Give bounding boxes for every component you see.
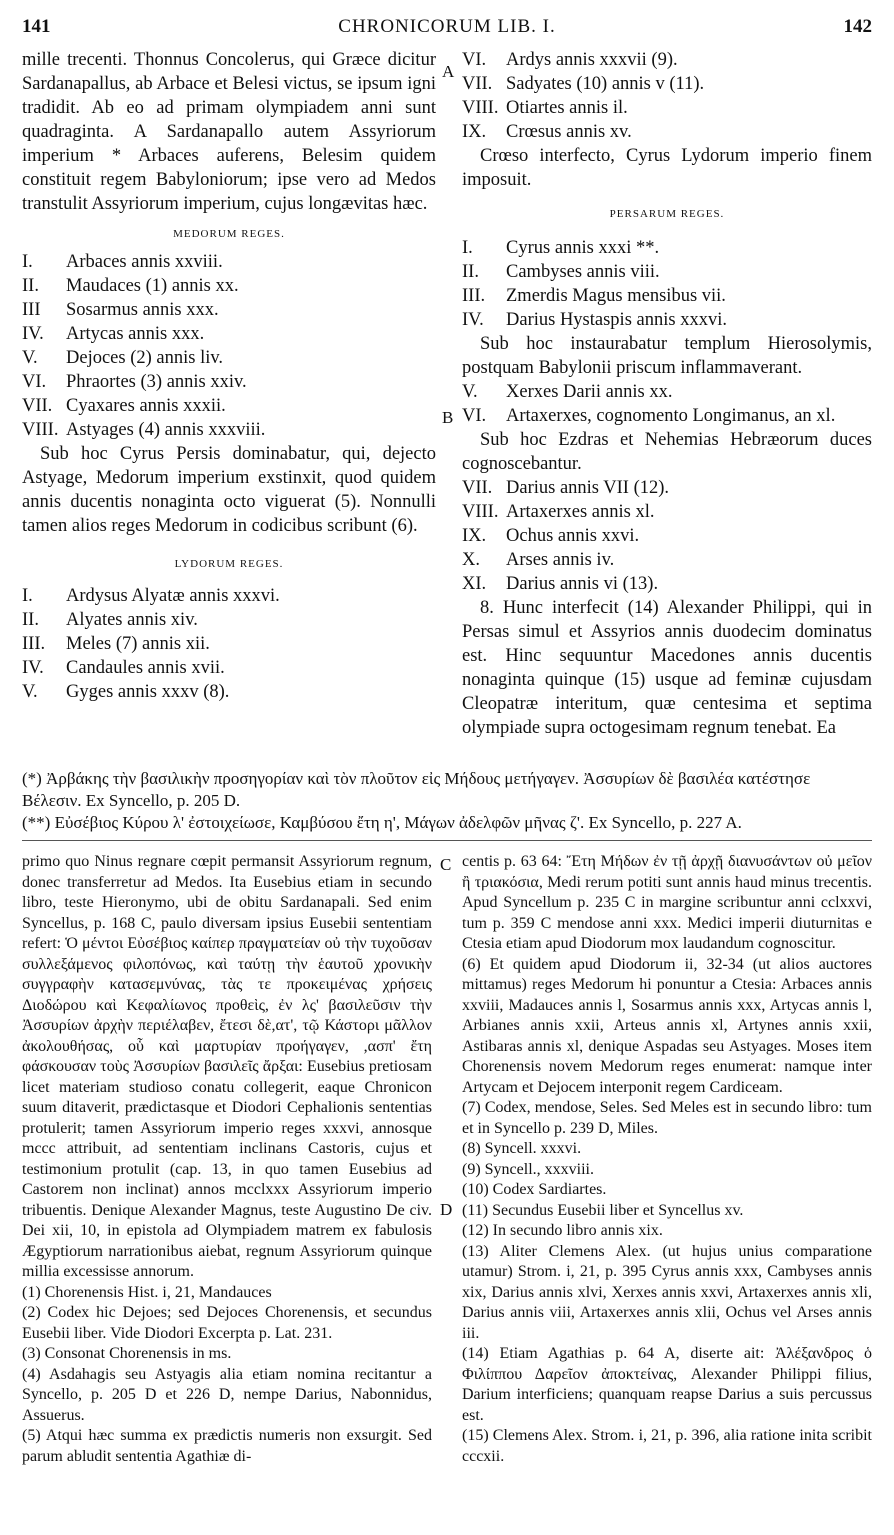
list-item: XI. Darius annis vi (13).: [462, 574, 659, 594]
note-7: (7) Codex, mendose, Seles. Sed Meles est in secundo libro: tum et in Syncello p. 239 D, Miles.: [462, 1099, 872, 1137]
note-11: (11) Secundus Eusebii liber et Syncellus xv.: [462, 1201, 744, 1219]
persians-list-c: [462, 476, 872, 596]
notes-left-column: [22, 852, 432, 1467]
note-14: (14) Etiam Agathias p. 64 A, diserte ait: Ἀλέξανδρος ὁ Φιλίππου Δαρεῖον ἀποκτείνας, Alexander Philippi filius, Darium interficiens; quanquam reapse Darius a suis percussus est.: [462, 1345, 872, 1424]
persians-list-a: [462, 236, 872, 332]
list-item: IV. Artycas annis xxx.: [22, 324, 205, 344]
list-item: III Sosarmus annis xxx.: [22, 300, 219, 320]
margin-mark-d: D: [440, 1200, 453, 1219]
medes-after-paragraph: Sub hoc Cyrus Persis dominabatur, qui, dejecto Astyage, Medorum imperium exstinxit, quod quidem annis ducentis nonaginta octo viguerat (5). Nonnulli tamen alios reges Medorum in codicibus scribunt (6).: [22, 444, 436, 536]
paragraph-8: 8. Hunc interfecit (14) Alexander Philippi, qui in Persas simul et Assyrios annis duodecim dominatus est. Hinc sequuntur Macedones annis ducentis nonaginta quinque (15) usque ad feminæ cujusdam Cleopatræ interitum, quæ centesima et septima olympiade supra octogesimam regnum tenebat. Ea: [462, 598, 872, 738]
list-item: VII. Darius annis VII (12).: [462, 478, 670, 498]
star-footnotes: [22, 768, 872, 834]
left-column: [22, 48, 436, 704]
page-number-left: 141: [22, 16, 51, 37]
running-title: CHRONICORUM LIB. I.: [338, 16, 556, 37]
medes-list: [22, 250, 436, 442]
temple-note: Sub hoc instaurabatur templum Hierosolymis, postquam Babylonii priscum inflammaverant.: [462, 334, 872, 378]
note-1: (1) Chorenensis Hist. i, 21, Mandauces: [22, 1283, 272, 1301]
note-paragraph: centis p. 63 64: Ἔτη Μήδων ἐν τῇ ἀρχῇ διανυσάντων οὐ μεῖον ἢ τριακόσια, Medi rerum potiti sunt annis haud minus trecentis. Apud Syncellum p. 235 C in margine scribuntur anni cclxxvi, tum p. 359 C mendose anni xxx. Medici imperii diuturnitas e Ctesia etiam apud Diodorum mox laudandum cognoscitur.: [462, 853, 872, 952]
list-item: V. Dejoces (2) annis liv.: [22, 348, 224, 368]
note-9: (9) Syncell., xxxviii.: [462, 1160, 594, 1178]
ezra-note: Sub hoc Ezdras et Nehemias Hebræorum duces cognoscebantur.: [462, 430, 872, 474]
page-number-right: 142: [843, 16, 872, 37]
note-12: (12) In secundo libro annis xix.: [462, 1222, 663, 1239]
note-2: (2) Codex hic Dejoes; sed Dejoces Chorenensis, et secundus Eusebii liber. Vide Diodori Excerpta p. Lat. 231.: [22, 1304, 432, 1342]
list-item: II. Cambyses annis viii.: [462, 262, 660, 282]
persians-list-b: [462, 380, 872, 428]
right-column: [462, 48, 872, 740]
lydians-cont-list: [462, 48, 872, 144]
notes-right-column: [462, 852, 872, 1467]
list-item: IX. Crœsus annis xv.: [462, 122, 632, 142]
margin-mark-b: B: [442, 408, 454, 427]
list-item: VII. Sadyates (10) annis v (11).: [462, 74, 705, 94]
intro-paragraph: mille trecenti. Thonnus Concolerus, qui Græce dicitur Sardanapallus, ab Arbace et Belesi victus, se ipsum igni tradidit. Ab eo ad primam olympiadem anni sunt quadraginta. A Sardanapallo autem Assyriorum imperium * Arbaces auferens, Belesim quidem constituit regem Babyloniorum; ipse vero ad Medos transtulit Assyriorum imperium, cujus longævitas hæc.: [22, 50, 436, 214]
list-item: VI. Phraortes (3) annis xxiv.: [22, 372, 247, 392]
list-item: IX. Ochus annis xxvi.: [462, 526, 640, 546]
lydians-heading: LYDORUM REGES.: [174, 558, 284, 570]
note-6: (6) Et quidem apud Diodorum ii, 32-34 (ut alios auctores mittamus) reges Medorum hi ponuntur a Ctesia: Arbaces annis xxviii, Madauces annis l, Sosarmus annis xxx, Artycas annis l, Arbianes annis xxii, Arteus annis xl, Artynes annis xxii, Astibaras annis xl, denique Aspadas seu Astyages. Moses item Chorenensis novem Medorum reges enumerat: namque inter Artycam et Dejocem interponit regem Cardiceam.: [462, 955, 872, 1096]
list-item: V. Xerxes Darii annis xx.: [462, 382, 673, 402]
footnote-divider: [22, 840, 872, 841]
note-13: (13) Aliter Clemens Alex. (ut hujus unius comparatione utamur) Strom. i, 21, p. 395 Cyrus annis xxx, Cambyses annis xix, Darius annis xlvi, Xerxes annis xxvi, Artaxerxes annis xli, Darius annis viii, Artaxerxes annis xlii, Ochus vel Arses annis iii.: [462, 1242, 872, 1342]
margin-mark-c: C: [440, 855, 452, 874]
note-8: (8) Syncell. xxxvi.: [462, 1140, 582, 1157]
list-item: III. Zmerdis Magus mensibus vii.: [462, 286, 726, 306]
star-note: (*) Ἀρβάκης τὴν βασιλικὴν προσηγορίαν καὶ τὸν πλοῦτον εἰς Μήδους μετήγαγεν. Ἀσσυρίων δὲ βασιλέα κατέστησε Βέλεσιν. Ex Syncello, p. 205 D.: [22, 769, 811, 810]
list-item: VIII. Artaxerxes annis xl.: [462, 502, 655, 522]
note-10: (10) Codex Sardiartes.: [462, 1181, 607, 1198]
list-item: IV. Darius Hystaspis annis xxxvi.: [462, 310, 727, 330]
list-item: II. Maudaces (1) annis xx.: [22, 276, 239, 296]
list-item: VI. Ardys annis xxxvii (9).: [462, 50, 678, 70]
page-header: [22, 16, 872, 40]
note-4: (4) Asdahagis seu Astyagis alia etiam nomina recitantur a Syncello, p. 205 D et 226 D, nempe Darius, Nabonnidus, Assuerus.: [22, 1365, 432, 1424]
note-15: (15) Clemens Alex. Strom. i, 21, p. 396, alia ratione inita scribit cccxii.: [462, 1427, 872, 1465]
note-paragraph: primo quo Ninus regnare cœpit permansit Assyriorum regnum, donec transferretur ad Medos. Ita Eusebius etiam in secundo libro, teste Hieronymo, ubi de obitu Sardanapali. Sed enim Syncellus, p. 168 C, paulo diversam ipsius Eusebii sententiam refert: Ὁ μέντοι Εὐσέβιος καίπερ πραγματείαν οὐ τὴν τυχοῦσαν συλλεξάμενος φιλοπόνως, καὶ ταύτῃ τὴν ἑαυτοῦ χρονικὴν συγγραφὴν κατασεμνύνας, τὰς τε προκειμένας χρήσεις Διοδώρου καὶ Κεφαλίωνος προθεὶς, ἐν λς' βασιλεῦσιν τὴν Ἀσσυρίων ἀρχὴν περιέλαβεν, ἔτεσι δὲ,ατ', τῷ Κάστορι μᾶλλον ἀκολουθήσας, οὗ καὶ μαρτυρίαν προήγαγεν, ,ασπ' ἔτη φάσκουσαν τοὺς Ἀσσυρίων βασιλεῖς ἄρξαι: Eusebius pretiosam licet materiam studioso conatu collegerit, eaque Chronicon suum ditaverit, prædictasque et Diodori Cephalionis sententias protulerit; tamen Assyriorum imperio reges xxxvi, annosque mccc attribuit, ad sententiam inclinans Castoris, cujus et testimonium protulit (cap. 13, in quo tamen Eusebius ad Castorem non inclinat) annos mcclxxx Assyriorum imperio tribuentis. Denique Alexander Magnus, teste Augustino De civ. Dei xii, 10, in epistola ad Olympiadem matrem ex fabulosis Ægyptiorum narrationibus aiebat, regnum Assyriorum quinque millia excessisse annorum.: [22, 853, 432, 1280]
croesus-note: Crœso interfecto, Cyrus Lydorum imperio finem imposuit.: [462, 146, 872, 190]
list-item: VI. Artaxerxes, cognomento Longimanus, an xl.: [462, 406, 836, 426]
note-5: (5) Atqui hæc summa ex prædictis numeris non exsurgit. Sed parum abludit sententia Agathiæ di-: [22, 1427, 432, 1465]
medes-heading: MEDORUM REGES.: [173, 228, 285, 240]
list-item: VIII. Otiartes annis il.: [462, 98, 628, 118]
list-item: X. Arses annis iv.: [462, 550, 615, 570]
list-item: VIII. Astyages (4) annis xxxviii.: [22, 420, 266, 440]
list-item: III. Meles (7) annis xii.: [22, 634, 210, 654]
list-item: II. Alyates annis xiv.: [22, 610, 198, 630]
list-item: V. Gyges annis xxxv (8).: [22, 682, 230, 702]
list-item: I. Cyrus annis xxxi **.: [462, 238, 660, 258]
persians-heading: PERSARUM REGES.: [609, 208, 725, 220]
list-item: I. Ardysus Alyatæ annis xxxvi.: [22, 586, 280, 606]
star-note: (**) Εὐσέβιος Κύρου λ' ἐστοιχείωσε, Καμβύσου ἔτη η', Μάγων ἀδελφῶν μῆνας ζ'. Ex Syncello, p. 227 A.: [22, 813, 742, 832]
lydians-list: [22, 584, 436, 704]
list-item: IV. Candaules annis xvii.: [22, 658, 225, 678]
list-item: I. Arbaces annis xxviii.: [22, 252, 223, 272]
note-3: (3) Consonat Chorenensis in ms.: [22, 1345, 232, 1362]
margin-mark-a: A: [442, 62, 455, 81]
list-item: VII. Cyaxares annis xxxii.: [22, 396, 226, 416]
